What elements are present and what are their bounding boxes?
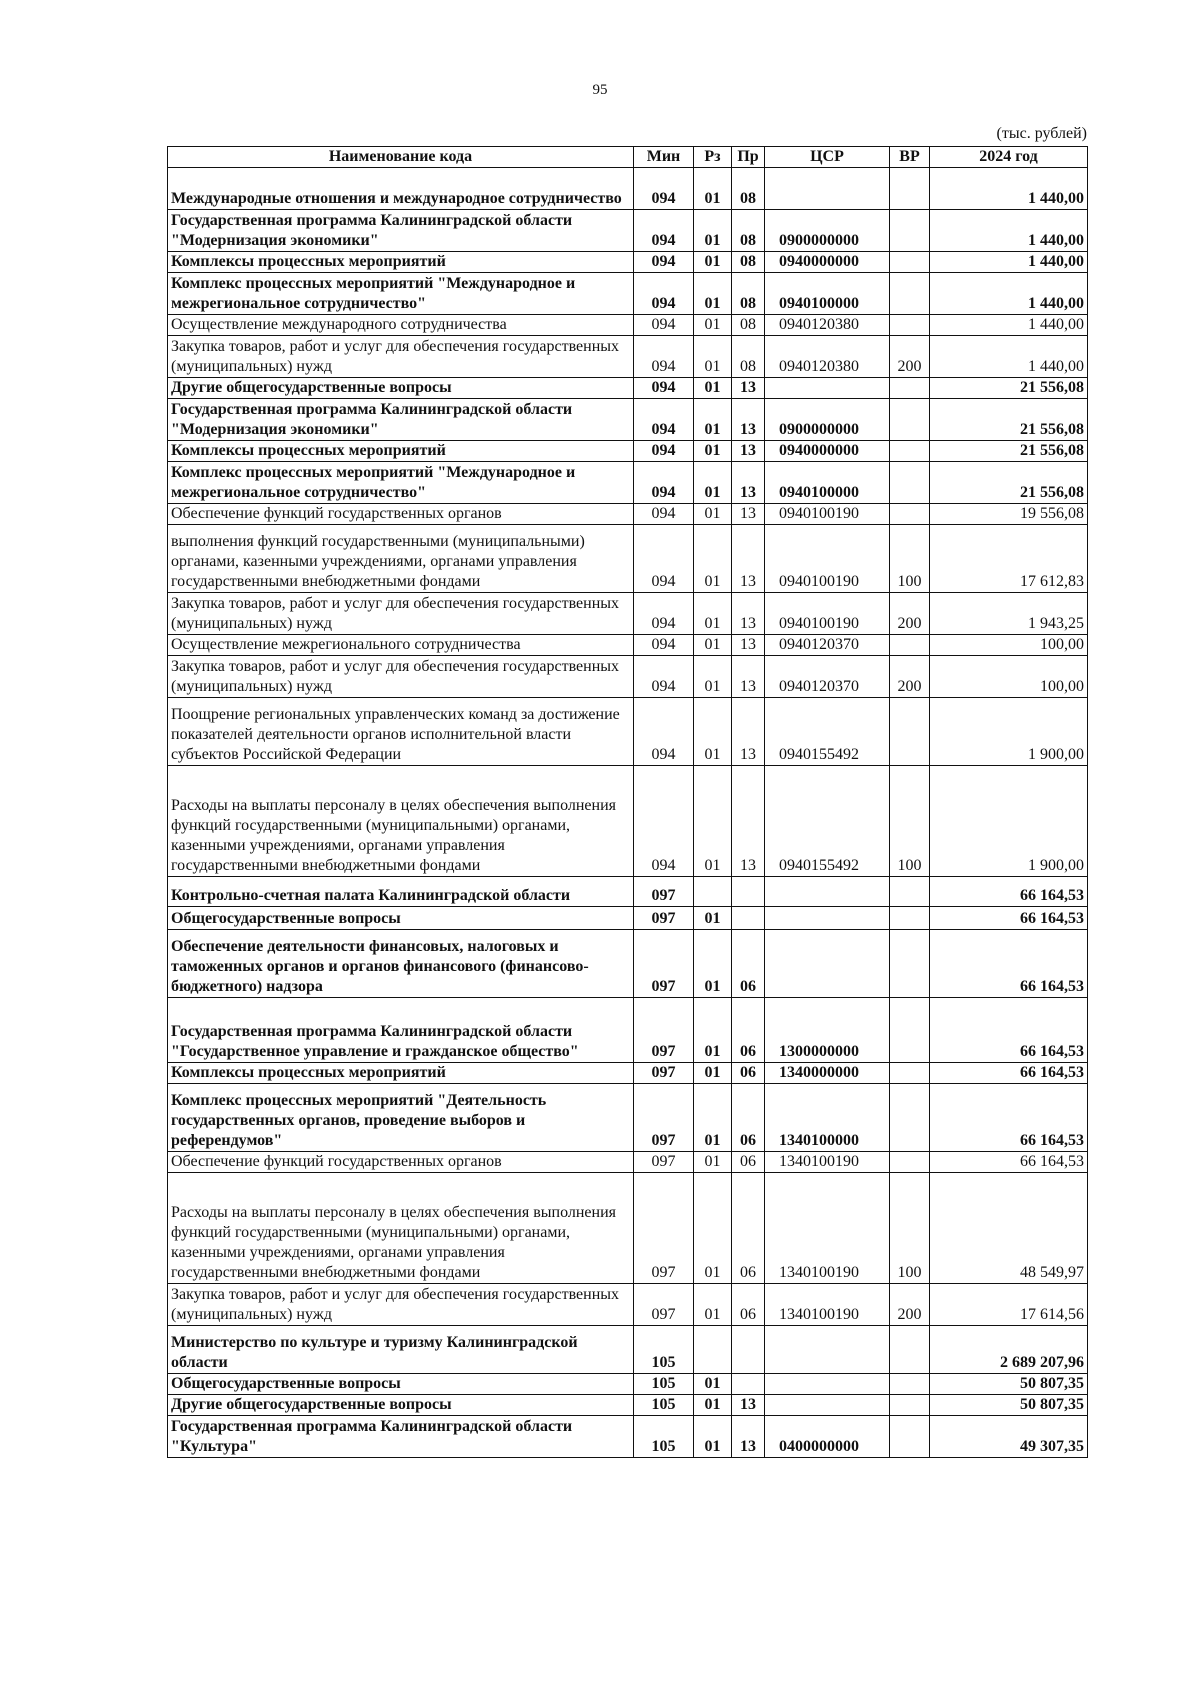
row-pr: 08 — [732, 315, 765, 336]
table-body — [168, 168, 1088, 1458]
table-row — [168, 315, 1088, 336]
row-vr — [890, 1326, 930, 1374]
row-min: 094 — [634, 336, 694, 378]
row-rz: 01 — [694, 315, 732, 336]
row-min: 097 — [634, 930, 694, 998]
row-amount: 21 556,08 — [930, 378, 1088, 399]
row-amount: 1 440,00 — [930, 273, 1088, 315]
row-amount: 1 440,00 — [930, 252, 1088, 273]
row-rz — [694, 1326, 732, 1374]
row-csr — [765, 907, 890, 930]
table-row — [168, 525, 1088, 593]
row-name: Государственная программа Калининградской области "Модернизация экономики" — [168, 399, 634, 441]
row-amount: 1 943,25 — [930, 593, 1088, 635]
row-pr: 06 — [732, 998, 765, 1063]
row-vr — [890, 1395, 930, 1416]
row-vr — [890, 504, 930, 525]
header-vr: ВР — [890, 147, 930, 168]
row-csr: 0940100000 — [765, 273, 890, 315]
table-row — [168, 1416, 1088, 1458]
table-row — [168, 504, 1088, 525]
row-csr: 0940155492 — [765, 698, 890, 766]
row-min: 094 — [634, 378, 694, 399]
row-name: Международные отношения и международное сотрудничество — [168, 168, 634, 210]
row-vr — [890, 252, 930, 273]
row-min: 105 — [634, 1326, 694, 1374]
row-rz: 01 — [694, 1374, 732, 1395]
row-pr — [732, 877, 765, 907]
row-vr — [890, 1374, 930, 1395]
row-vr — [890, 907, 930, 930]
row-pr — [732, 1374, 765, 1395]
row-min: 094 — [634, 504, 694, 525]
row-pr: 13 — [732, 1395, 765, 1416]
row-name: Комплексы процессных мероприятий — [168, 1063, 634, 1084]
row-vr — [890, 930, 930, 998]
row-rz: 01 — [694, 525, 732, 593]
row-csr: 0940120370 — [765, 635, 890, 656]
row-amount: 21 556,08 — [930, 441, 1088, 462]
table-row — [168, 1395, 1088, 1416]
row-vr — [890, 168, 930, 210]
row-pr: 13 — [732, 1416, 765, 1458]
row-vr: 200 — [890, 593, 930, 635]
row-pr: 13 — [732, 766, 765, 877]
row-pr: 06 — [732, 930, 765, 998]
row-min: 094 — [634, 593, 694, 635]
row-min: 097 — [634, 1152, 694, 1173]
row-rz: 01 — [694, 378, 732, 399]
row-amount: 66 164,53 — [930, 1063, 1088, 1084]
row-vr: 100 — [890, 525, 930, 593]
row-csr: 1340100190 — [765, 1152, 890, 1173]
row-name: Обеспечение деятельности финансовых, налоговых и таможенных органов и органов финансового (финансово-бюджетного) надзора — [168, 930, 634, 998]
row-csr — [765, 1326, 890, 1374]
row-name: Закупка товаров, работ и услуг для обеспечения государственных (муниципальных) нужд — [168, 1284, 634, 1326]
row-pr: 13 — [732, 698, 765, 766]
row-vr: 200 — [890, 1284, 930, 1326]
table-row — [168, 273, 1088, 315]
row-csr: 1340100000 — [765, 1084, 890, 1152]
row-pr: 13 — [732, 635, 765, 656]
row-amount: 66 164,53 — [930, 877, 1088, 907]
row-name: Другие общегосударственные вопросы — [168, 378, 634, 399]
row-pr: 13 — [732, 525, 765, 593]
row-rz: 01 — [694, 210, 732, 252]
row-amount: 100,00 — [930, 635, 1088, 656]
row-min: 094 — [634, 766, 694, 877]
row-vr — [890, 635, 930, 656]
row-rz: 01 — [694, 998, 732, 1063]
row-rz: 01 — [694, 462, 732, 504]
table-row — [168, 1084, 1088, 1152]
row-pr: 13 — [732, 462, 765, 504]
row-min: 097 — [634, 998, 694, 1063]
table-row — [168, 907, 1088, 930]
row-name: выполнения функций государственными (муниципальными) органами, казенными учреждениями, органами управления государственными внебюджетными фондами — [168, 525, 634, 593]
row-vr: 200 — [890, 336, 930, 378]
row-name: Закупка товаров, работ и услуг для обеспечения государственных (муниципальных) нужд — [168, 336, 634, 378]
table-row — [168, 1063, 1088, 1084]
row-rz: 01 — [694, 273, 732, 315]
row-amount: 66 164,53 — [930, 907, 1088, 930]
row-min: 105 — [634, 1395, 694, 1416]
row-rz: 01 — [694, 168, 732, 210]
row-min: 097 — [634, 1173, 694, 1284]
row-amount: 1 900,00 — [930, 698, 1088, 766]
row-amount: 1 900,00 — [930, 766, 1088, 877]
budget-table — [167, 146, 1088, 1458]
table-row — [168, 877, 1088, 907]
row-name: Обеспечение функций государственных органов — [168, 1152, 634, 1173]
row-min: 094 — [634, 252, 694, 273]
table-row — [168, 930, 1088, 998]
row-vr — [890, 698, 930, 766]
row-rz: 01 — [694, 504, 732, 525]
row-name: Комплексы процессных мероприятий — [168, 252, 634, 273]
header-min: Мин — [634, 147, 694, 168]
row-vr — [890, 378, 930, 399]
header-rz: Рз — [694, 147, 732, 168]
table-row — [168, 593, 1088, 635]
row-amount: 17 612,83 — [930, 525, 1088, 593]
row-amount: 1 440,00 — [930, 168, 1088, 210]
row-pr: 13 — [732, 441, 765, 462]
row-min: 094 — [634, 441, 694, 462]
row-rz: 01 — [694, 441, 732, 462]
row-min: 105 — [634, 1416, 694, 1458]
row-csr: 0900000000 — [765, 210, 890, 252]
table-row — [168, 210, 1088, 252]
row-amount: 2 689 207,96 — [930, 1326, 1088, 1374]
row-vr — [890, 1416, 930, 1458]
header-csr: ЦСР — [765, 147, 890, 168]
row-pr: 08 — [732, 168, 765, 210]
row-rz: 01 — [694, 766, 732, 877]
row-vr — [890, 441, 930, 462]
row-vr: 100 — [890, 1173, 930, 1284]
row-amount: 49 307,35 — [930, 1416, 1088, 1458]
row-rz: 01 — [694, 1416, 732, 1458]
table-row — [168, 656, 1088, 698]
header-name: Наименование кода — [168, 147, 634, 168]
row-csr: 0940100190 — [765, 504, 890, 525]
row-min: 097 — [634, 907, 694, 930]
row-csr — [765, 168, 890, 210]
row-amount: 19 556,08 — [930, 504, 1088, 525]
row-min: 097 — [634, 1084, 694, 1152]
row-vr — [890, 399, 930, 441]
row-name: Комплекс процессных мероприятий "Деятельность государственных органов, проведение выборов и референдумов" — [168, 1084, 634, 1152]
table-row — [168, 998, 1088, 1063]
row-pr: 13 — [732, 378, 765, 399]
row-csr: 1340000000 — [765, 1063, 890, 1084]
row-amount: 100,00 — [930, 656, 1088, 698]
row-pr: 06 — [732, 1284, 765, 1326]
row-rz: 01 — [694, 336, 732, 378]
row-min: 105 — [634, 1374, 694, 1395]
row-csr — [765, 930, 890, 998]
table-row — [168, 441, 1088, 462]
row-rz: 01 — [694, 1173, 732, 1284]
row-csr: 0940100190 — [765, 593, 890, 635]
row-name: Комплексы процессных мероприятий — [168, 441, 634, 462]
units-label: (тыс. рублей) — [996, 125, 1087, 142]
row-name: Закупка товаров, работ и услуг для обеспечения государственных (муниципальных) нужд — [168, 656, 634, 698]
row-amount: 48 549,97 — [930, 1173, 1088, 1284]
row-min: 094 — [634, 656, 694, 698]
table-row — [168, 336, 1088, 378]
row-rz: 01 — [694, 399, 732, 441]
table-row — [168, 1326, 1088, 1374]
row-csr — [765, 378, 890, 399]
row-vr — [890, 1084, 930, 1152]
table-row — [168, 698, 1088, 766]
row-rz — [694, 877, 732, 907]
row-min: 094 — [634, 210, 694, 252]
table-row — [168, 1284, 1088, 1326]
row-pr: 08 — [732, 210, 765, 252]
row-vr — [890, 210, 930, 252]
row-name: Государственная программа Калининградской области "Культура" — [168, 1416, 634, 1458]
table-row — [168, 378, 1088, 399]
row-pr: 08 — [732, 336, 765, 378]
row-name: Комплекс процессных мероприятий "Международное и межрегиональное сотрудничество" — [168, 273, 634, 315]
row-pr: 08 — [732, 252, 765, 273]
row-name: Осуществление межрегионального сотрудничества — [168, 635, 634, 656]
row-rz: 01 — [694, 1152, 732, 1173]
row-name: Поощрение региональных управленческих команд за достижение показателей деятельности органов исполнительной власти субъектов Российской Федерации — [168, 698, 634, 766]
row-name: Государственная программа Калининградской области "Модернизация экономики" — [168, 210, 634, 252]
row-pr: 06 — [732, 1084, 765, 1152]
row-csr — [765, 1395, 890, 1416]
row-name: Расходы на выплаты персоналу в целях обеспечения выполнения функций государственными (муниципальными) органами, казенными учреждениями, органами управления государственными внебюджетными фондами — [168, 766, 634, 877]
table-row — [168, 1173, 1088, 1284]
row-rz: 01 — [694, 930, 732, 998]
row-pr — [732, 1326, 765, 1374]
header-pr: Пр — [732, 147, 765, 168]
row-csr: 1340100190 — [765, 1284, 890, 1326]
table-row — [168, 168, 1088, 210]
row-name: Государственная программа Калининградской области "Государственное управление и гражданское общество" — [168, 998, 634, 1063]
row-csr: 0400000000 — [765, 1416, 890, 1458]
row-amount: 1 440,00 — [930, 315, 1088, 336]
page-number: 95 — [592, 82, 608, 98]
table-row — [168, 462, 1088, 504]
row-amount: 50 807,35 — [930, 1395, 1088, 1416]
table-row — [168, 252, 1088, 273]
row-name: Министерство по культуре и туризму Калининградской области — [168, 1326, 634, 1374]
row-vr — [890, 998, 930, 1063]
row-min: 094 — [634, 399, 694, 441]
table-row — [168, 1152, 1088, 1173]
row-rz: 01 — [694, 656, 732, 698]
row-min: 094 — [634, 698, 694, 766]
table-row — [168, 399, 1088, 441]
row-rz: 01 — [694, 907, 732, 930]
row-vr: 200 — [890, 656, 930, 698]
row-name: Закупка товаров, работ и услуг для обеспечения государственных (муниципальных) нужд — [168, 593, 634, 635]
row-name: Осуществление международного сотрудничества — [168, 315, 634, 336]
table-row — [168, 766, 1088, 877]
row-pr: 13 — [732, 399, 765, 441]
row-min: 097 — [634, 877, 694, 907]
row-min: 094 — [634, 315, 694, 336]
row-rz: 01 — [694, 1395, 732, 1416]
row-min: 094 — [634, 168, 694, 210]
row-name: Расходы на выплаты персоналу в целях обеспечения выполнения функций государственными (муниципальными) органами, казенными учреждениями, органами управления государственными внебюджетными фондами — [168, 1173, 634, 1284]
row-csr — [765, 877, 890, 907]
row-csr — [765, 1374, 890, 1395]
row-rz: 01 — [694, 252, 732, 273]
row-amount: 50 807,35 — [930, 1374, 1088, 1395]
row-vr — [890, 273, 930, 315]
row-rz: 01 — [694, 1284, 732, 1326]
header-row — [168, 147, 1088, 168]
row-pr: 13 — [732, 656, 765, 698]
row-pr: 13 — [732, 593, 765, 635]
row-name: Общегосударственные вопросы — [168, 1374, 634, 1395]
row-rz: 01 — [694, 1084, 732, 1152]
row-csr: 0940120370 — [765, 656, 890, 698]
row-amount: 21 556,08 — [930, 462, 1088, 504]
row-amount: 1 440,00 — [930, 210, 1088, 252]
row-csr: 0940100190 — [765, 525, 890, 593]
row-vr: 100 — [890, 766, 930, 877]
row-csr: 1340100190 — [765, 1173, 890, 1284]
row-min: 094 — [634, 273, 694, 315]
row-amount: 66 164,53 — [930, 998, 1088, 1063]
row-vr — [890, 1063, 930, 1084]
row-pr — [732, 907, 765, 930]
row-name: Комплекс процессных мероприятий "Международное и межрегиональное сотрудничество" — [168, 462, 634, 504]
row-pr: 08 — [732, 273, 765, 315]
row-csr: 0940155492 — [765, 766, 890, 877]
row-pr: 13 — [732, 504, 765, 525]
row-csr: 0940120380 — [765, 315, 890, 336]
row-amount: 66 164,53 — [930, 930, 1088, 998]
row-vr — [890, 1152, 930, 1173]
row-csr: 1300000000 — [765, 998, 890, 1063]
row-csr: 0900000000 — [765, 399, 890, 441]
row-amount: 17 614,56 — [930, 1284, 1088, 1326]
row-amount: 66 164,53 — [930, 1084, 1088, 1152]
row-vr — [890, 315, 930, 336]
row-csr: 0940000000 — [765, 252, 890, 273]
row-pr: 06 — [732, 1152, 765, 1173]
table-row — [168, 1374, 1088, 1395]
row-name: Контрольно-счетная палата Калининградской области — [168, 877, 634, 907]
row-csr: 0940100000 — [765, 462, 890, 504]
row-min: 094 — [634, 462, 694, 504]
row-name: Общегосударственные вопросы — [168, 907, 634, 930]
row-rz: 01 — [694, 698, 732, 766]
row-amount: 66 164,53 — [930, 1152, 1088, 1173]
header-year: 2024 год — [930, 147, 1088, 168]
row-amount: 21 556,08 — [930, 399, 1088, 441]
row-min: 097 — [634, 1063, 694, 1084]
row-vr — [890, 877, 930, 907]
row-rz: 01 — [694, 635, 732, 656]
row-pr: 06 — [732, 1063, 765, 1084]
row-min: 094 — [634, 525, 694, 593]
row-csr: 0940120380 — [765, 336, 890, 378]
row-name: Другие общегосударственные вопросы — [168, 1395, 634, 1416]
row-min: 094 — [634, 635, 694, 656]
row-name: Обеспечение функций государственных органов — [168, 504, 634, 525]
row-min: 097 — [634, 1284, 694, 1326]
row-rz: 01 — [694, 593, 732, 635]
row-rz: 01 — [694, 1063, 732, 1084]
row-amount: 1 440,00 — [930, 336, 1088, 378]
row-vr — [890, 462, 930, 504]
row-pr: 06 — [732, 1173, 765, 1284]
table-row — [168, 635, 1088, 656]
row-csr: 0940000000 — [765, 441, 890, 462]
